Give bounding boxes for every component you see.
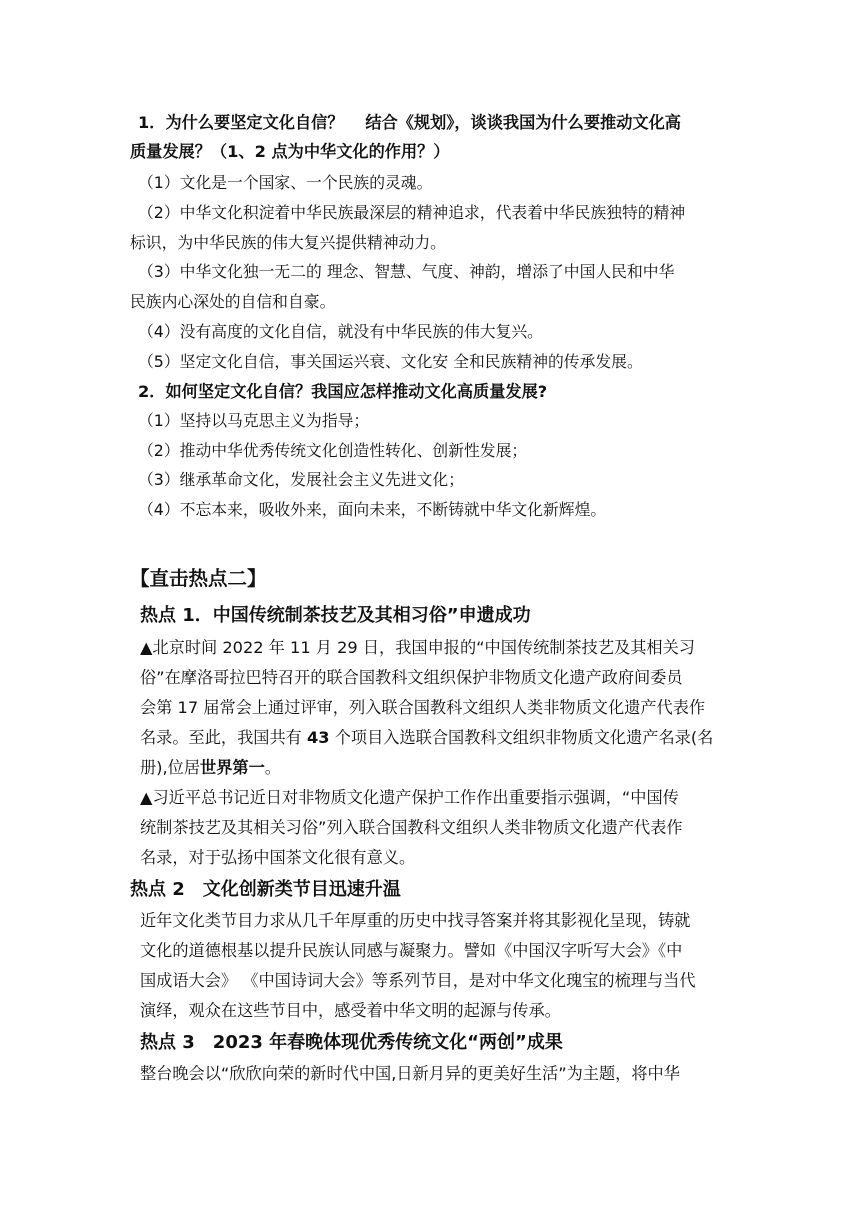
answer-2-item-3: （3）继承革命文化，发展社会主义先进文化；	[138, 470, 464, 489]
hot-topic-1-p1-line-3: 会第 17 届常会上通过评审，列入联合国教科文组织人类非物质文化遗产代表作	[140, 698, 706, 717]
answer-2-item-4: （4）不忘本来，吸收外来，面向未来，不断铸就中华文化新辉煌。	[138, 500, 607, 519]
question-1-line-1: 1．为什么要坚定文化自信？ 结合《规划》，谈谈我国为什么要推动文化高	[138, 113, 681, 132]
answer-1-item-3-line-1: （3）中华文化独一无二的 理念、智慧、气度、神韵，增添了中国人民和中华	[138, 262, 675, 281]
hot-topic-1-p1-line-4	[140, 724, 713, 748]
hot-topic-2-line-3: 国成语大会》 《中国诗词大会》等系列节目，是对中华文化瑰宝的梳理与当代	[140, 971, 696, 990]
project-count: 43	[307, 728, 330, 747]
answer-1-item-1: （1）文化是一个国家、一个民族的灵魂。	[138, 173, 433, 192]
hot-topic-1-p1-line-4-a: 名录。至此，我国共有	[140, 728, 308, 747]
section-title: 【直击热点二】	[130, 567, 267, 590]
hot-topic-3-title: 热点 3 2023 年春晚体现优秀传统文化“两创”成果	[140, 1032, 563, 1053]
world-first-highlight: 世界第一	[200, 758, 265, 777]
answer-1-item-3-line-2: 民族内心深处的自信和自豪。	[130, 292, 336, 311]
hot-topic-1-p1-line-4-c: 个项目入选联合国教科文组织非物质文化遗产名录(名	[329, 728, 714, 747]
hot-topic-1-p2-line-3: 名录，对于弘扬中国茶文化很有意义。	[140, 848, 416, 867]
answer-2-item-2: （2）推动中华优秀传统文化创造性转化、创新性发展；	[138, 441, 528, 460]
hot-topic-1-p2-line-1: ▲习近平总书记近日对非物质文化遗产保护工作作出重要指示强调，“中国传	[140, 788, 679, 807]
answer-1-item-5: （5）坚定文化自信，事关国运兴衰、文化安 全和民族精神的传承发展。	[138, 352, 643, 371]
hot-topic-1-title: 热点 1．中国传统制茶技艺及其相习俗”申遗成功	[140, 605, 531, 626]
hot-topic-1-p1-line-2: 俗”在摩洛哥拉巴特召开的联合国教科文组织保护非物质文化遗产政府间委员	[140, 668, 683, 687]
question-2: 2．如何坚定文化自信？我国应怎样推动文化高质量发展?	[138, 382, 548, 401]
hot-topic-2-title: 热点 2 文化创新类节目迅速升温	[130, 879, 401, 900]
hot-topic-2-line-2: 文化的道德根基以提升民族认同感与凝聚力。譬如《中国汉字听写大会》《中	[140, 941, 683, 960]
answer-1-item-4: （4）没有高度的文化自信，就没有中华民族的伟大复兴。	[138, 322, 543, 341]
hot-topic-2-line-4: 演绎，观众在这些节目中，感受着中华文明的起源与传承。	[140, 1001, 561, 1020]
hot-topic-2-line-1: 近年文化类节目力求从几千年厚重的历史中找寻答案并将其影视化呈现，铸就	[140, 911, 691, 930]
answer-1-item-2-line-2: 标识，为中华民族的伟大复兴提供精神动力。	[130, 233, 446, 252]
question-1-line-2: 质量发展？（1、2 点为中华文化的作用？）	[130, 142, 450, 161]
hot-topic-1-p1-line-5	[140, 754, 281, 778]
hot-topic-3-line-1: 整台晚会以“欣欣向荣的新时代中国,日新月异的更美好生活”为主题，将中华	[140, 1064, 680, 1083]
hot-topic-1-p1-line-5-c: 。	[264, 758, 281, 777]
answer-2-item-1: （1）坚持以马克思主义为指导；	[138, 411, 370, 430]
answer-1-item-2-line-1: （2）中华文化积淀着中华民族最深层的精神追求，代表着中华民族独特的精神	[138, 203, 686, 222]
hot-topic-1-p2-line-2: 统制茶技艺及其相关习俗”列入联合国教科文组织人类非物质文化遗产代表作	[140, 818, 683, 837]
hot-topic-1-p1-line-1: ▲北京时间 2022 年 11 月 29 日，我国申报的“中国传统制茶技艺及其相关习	[140, 638, 695, 657]
hot-topic-1-p1-line-5-a: 册),位居	[140, 758, 201, 777]
